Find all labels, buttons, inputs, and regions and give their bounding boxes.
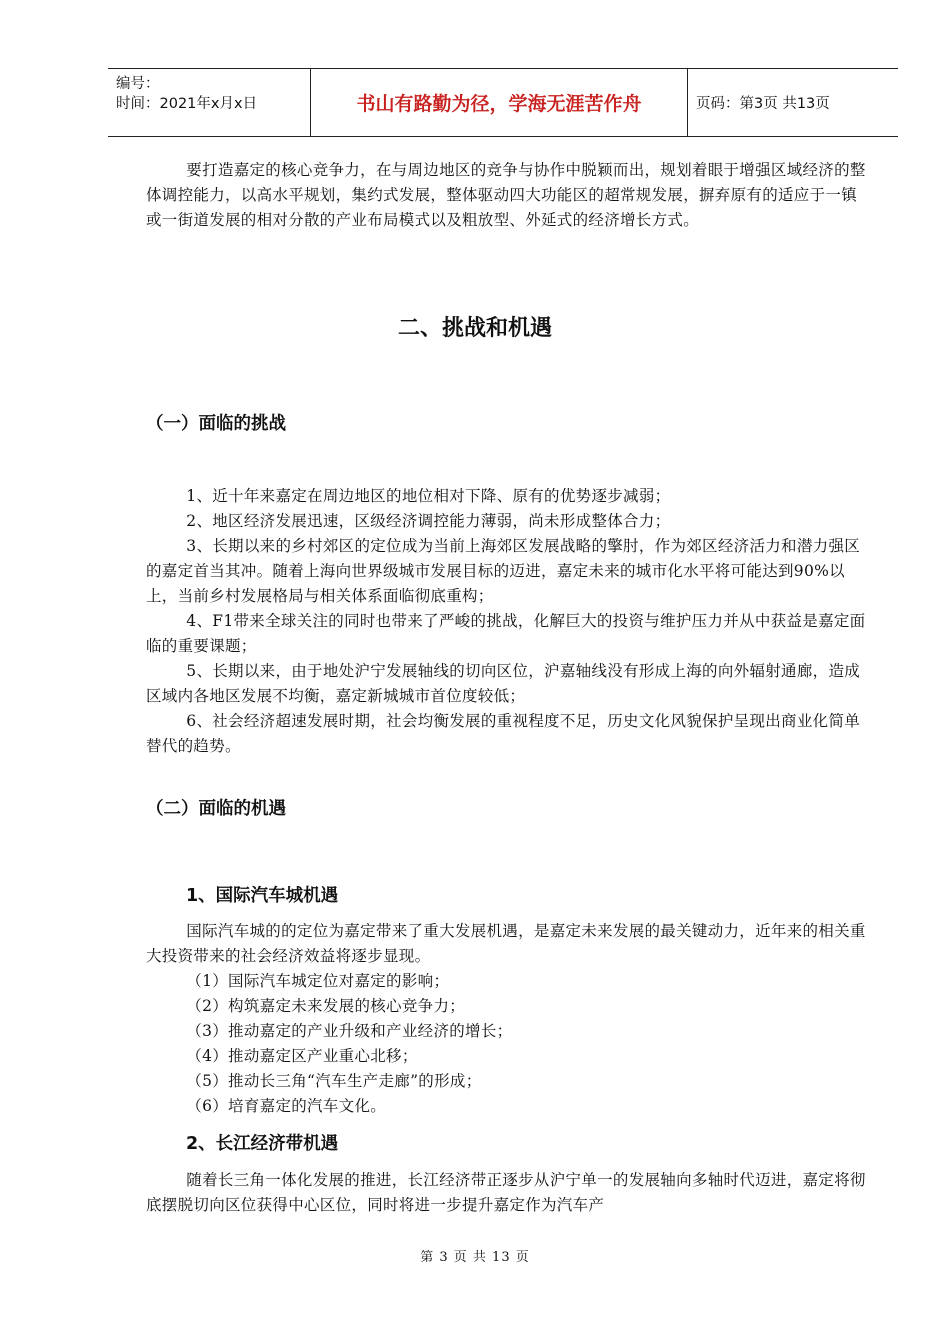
header-page-info: 页码：第3页 共13页 <box>696 96 830 112</box>
auto-city-item: （4）推动嘉定区产业重心北移； <box>186 1047 418 1065</box>
number-label: 编号： <box>116 76 160 92</box>
intro-paragraph: 要打造嘉定的核心竞争力，在与周边地区的竞争与协作中脱颖而出，规划着眼于增强区域经济的整体调控能力，以高水平规划，集约式发展，整体驱动四大功能区的超常规发展，摒弃原有的适应于一镇或一街道发展的相对分散的产业布局模式以及粗放型、外延式的经济增长方式。 <box>146 161 866 229</box>
challenges-list <box>146 484 866 759</box>
challenge-item: 3、长期以来的乡村郊区的定位成为当前上海郊区发展战略的擎肘，作为郊区经济活力和潜力强区的嘉定首当其冲。随着上海向世界级城市发展目标的迈进，嘉定未来的城市化水平将可能达到90%以上，当前乡村发展格局与相关体系面临彻底重构； <box>146 537 861 605</box>
header-meta <box>108 69 310 136</box>
challenge-item: 6、社会经济超速发展时期，社会均衡发展的重视程度不足，历史文化风貌保护呈现出商业化简单替代的趋势。 <box>146 712 861 755</box>
auto-city-paragraph: 国际汽车城的的定位为嘉定带来了重大发展机遇，是嘉定未来发展的最关键动力，近年来的相关重大投资带来的社会经济效益将逐步显现。 <box>146 922 866 965</box>
challenge-item: 4、F1带来全球关注的同时也带来了严峻的挑战，化解巨大的投资与维护压力并从中获益是嘉定面临的重要课题； <box>146 612 866 655</box>
auto-city-item: （3）推动嘉定的产业升级和产业经济的增长； <box>186 1022 513 1040</box>
page-footer: 第 3 页 共 13 页 <box>420 1250 530 1265</box>
challenge-item: 5、长期以来，由于地处沪宁发展轴线的切向区位，沪嘉轴线没有形成上海的向外辐射通廊，造成区域内各地区发展不均衡，嘉定新城城市首位度较低； <box>146 662 861 705</box>
auto-city-title: 1、国际汽车城机遇 <box>186 886 339 906</box>
auto-city-item: （6）培育嘉定的汽车文化。 <box>186 1097 387 1115</box>
section-title: 二、挑战和机遇 <box>397 316 552 341</box>
auto-city-item: （5）推动长三角“汽车生产走廊”的形成； <box>186 1072 482 1090</box>
auto-city-block <box>146 919 866 1119</box>
header-table <box>108 68 898 137</box>
auto-city-item: （1）国际汽车城定位对嘉定的影响； <box>186 972 450 990</box>
challenges-title: （一）面临的挑战 <box>146 414 286 434</box>
yangtze-title: 2、长江经济带机遇 <box>186 1134 339 1154</box>
yangtze-paragraph: 随着长三角一体化发展的推进，长江经济带正逐步从沪宁单一的发展轴向多轴时代迈进，嘉定将彻底摆脱切向区位获得中心区位，同时将进一步提升嘉定作为汽车产 <box>146 1171 866 1214</box>
auto-city-item: （2）构筑嘉定未来发展的核心竞争力； <box>186 997 466 1015</box>
header-motto: 书山有路勤为径，学海无涯苦作舟 <box>310 69 688 136</box>
yangtze-block <box>146 1168 866 1218</box>
time-label: 时间：2021年x月x日 <box>116 96 258 112</box>
opportunities-title: （二）面临的机遇 <box>146 799 286 819</box>
challenge-item: 2、地区经济发展迅速，区级经济调控能力薄弱，尚未形成整体合力； <box>186 512 671 530</box>
intro-block <box>146 158 866 233</box>
challenge-item: 1、近十年来嘉定在周边地区的地位相对下降、原有的优势逐步减弱； <box>186 487 671 505</box>
